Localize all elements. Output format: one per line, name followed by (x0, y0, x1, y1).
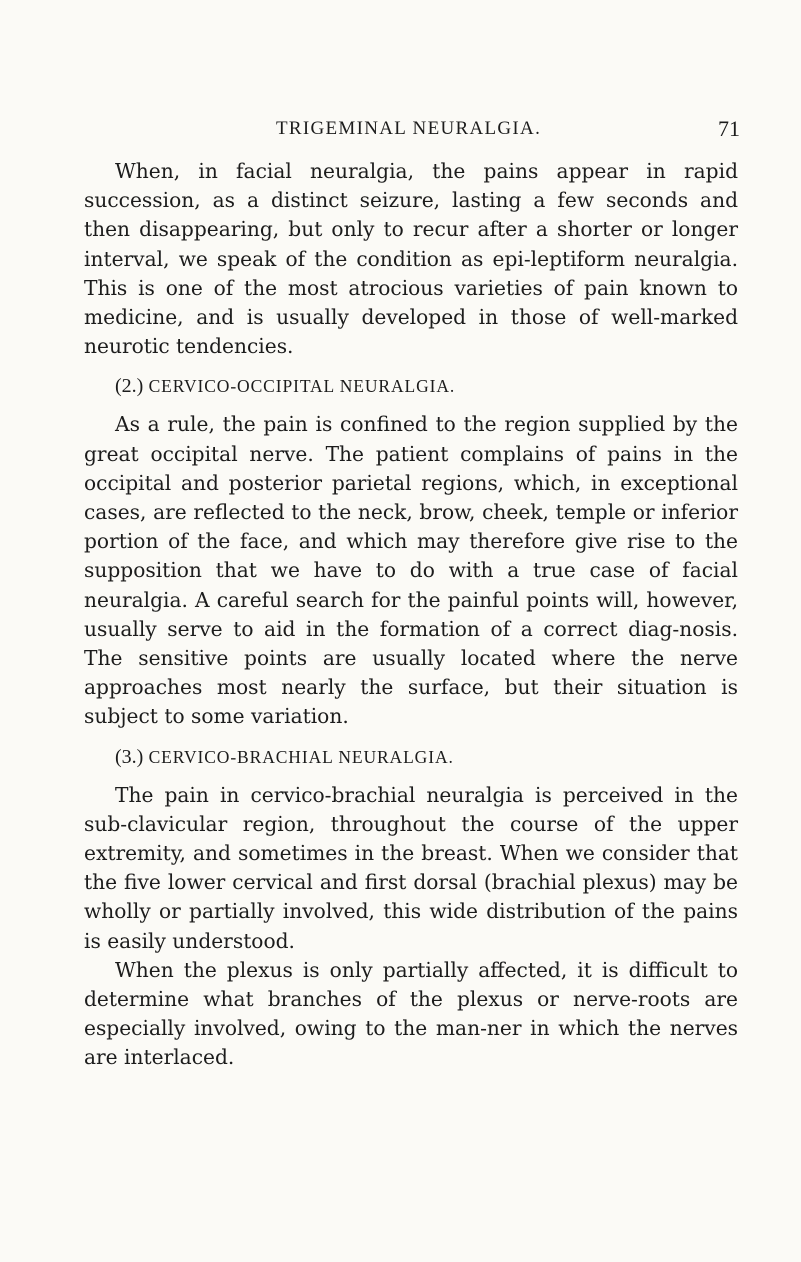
paragraph-cervico-occipital: As a rule, the pain is confined to the region supplied by the great occipital nerve. The patient complains of pains in the occipital and posterior parietal regions, which, in exceptional cases, are reflected to the neck, brow, cheek, temple or inferior portion of the face, and which may therefore give rise to the supposition that we have to do with a true case of facial neuralgia. A careful search for the painful points will, however, usually serve to aid in the formation of a correct diag-nosis. The sensitive points are usually located where the nerve approaches most nearly the surface, but their situation is subject to some variation. (84, 412, 738, 729)
section-heading-cervico-occipital (84, 371, 738, 401)
running-head (200, 118, 740, 144)
page-number: 71 (718, 116, 740, 141)
section-title: CERVICO-OCCIPITAL NEURALGIA. (148, 376, 456, 397)
section-number: (3.) (115, 745, 144, 768)
section-number: (2.) (115, 375, 144, 398)
paragraph-epileptiform: When, in facial neuralgia, the pains appear in rapid succession, as a distinct seizure, lasting a few seconds and then disappearing, but only to recur after a shorter or longer interval, we speak of the condition as epi-leptiform neuralgia. This is one of the most atrocious varieties of pain known to medicine, and is usually developed in those of well-marked neurotic tendencies. (84, 159, 738, 359)
section-title: CERVICO-BRACHIAL NEURALGIA. (148, 746, 454, 767)
running-title: TRIGEMINAL NEURALGIA. (276, 118, 542, 139)
paragraph-plexus: When the plexus is only partially affected, it is difficult to determine what branches of the plexus or nerve-roots are especially involved, owing to the man-ner in which the nerves are interlaced. (84, 957, 738, 1070)
body-text (84, 157, 738, 1073)
paragraph-cervico-brachial: The pain in cervico-brachial neuralgia is perceived in the sub-clavicular region, throughout the course of the upper extremity, and sometimes in the breast. When we consider that the five lower cervical and first dorsal (brachial plexus) may be wholly or partially involved, this wide distribution of the pains is easily understood. (84, 782, 738, 953)
section-heading-cervico-brachial (84, 742, 738, 772)
